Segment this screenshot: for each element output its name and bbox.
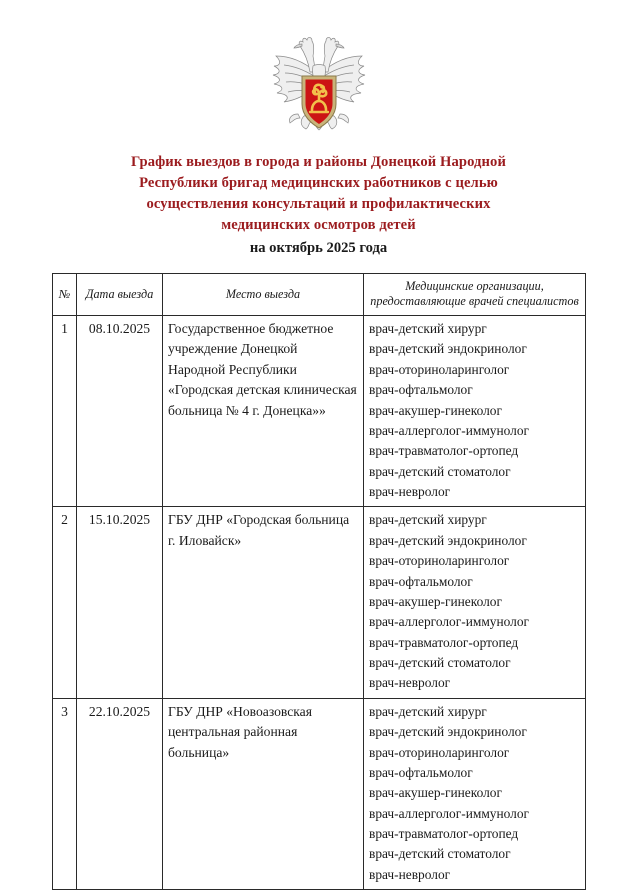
specialist-item: врач-аллерголог-иммунолог [369,805,530,821]
page-title-line-3: осуществления консультаций и профилактических [146,196,491,213]
schedule-table-container [0,273,637,890]
document-title-block [0,152,637,259]
specialist-item: врач-акушер-гинеколог [369,785,502,801]
column-header-number: № [53,273,77,315]
specialist-item: врач-детский хирург [369,321,487,336]
cell-visit-date: 08.10.2025 [77,316,163,507]
page-title-line-4: медицинских осмотров детей [221,217,416,234]
cell-row-number: 1 [53,316,77,507]
table-row [53,316,586,507]
cell-visit-place: ГБУ ДНР «Городская больница г. Иловайск» [163,507,364,698]
cell-row-number: 2 [53,507,77,698]
cell-visit-place: ГБУ ДНР «Новоазовская центральная районная больница» [163,698,364,889]
cell-specialists-list [364,698,586,889]
page-title-line-2: Республики бригад медицинских работников с целью [139,175,498,192]
specialist-item: врач-аллерголог-иммунолог [369,614,530,630]
column-header-place: Место выезда [163,273,364,315]
table-header-row [53,273,586,315]
specialist-item: врач-травматолог-ортопед [369,634,519,650]
page-subtitle: на октябрь 2025 года [249,239,388,256]
specialist-item: врач-детский хирург [369,512,487,528]
page-title [56,152,581,237]
dnr-medical-emblem-icon [258,32,380,140]
cell-visit-date: 22.10.2025 [77,698,163,889]
schedule-table [52,273,586,890]
cell-row-number: 3 [53,698,77,889]
column-header-date: Дата выезда [77,273,163,315]
column-header-organizations [364,273,586,315]
column-header-organizations-line1: Медицинские организации, [405,278,544,293]
emblem-container [0,0,637,140]
specialist-item: врач-офтальмолог [369,764,473,780]
specialist-item: врач-детский стоматолог [369,846,511,862]
cell-visit-date: 15.10.2025 [77,507,163,698]
specialist-item: врач-невролог [369,866,451,882]
specialist-item: врач-детский эндокринолог [369,341,527,357]
specialist-item: врач-акушер-гинеколог [369,593,502,609]
specialist-item: врач-аллерголог-иммунолог [369,422,530,438]
specialist-item: врач-детский хирург [369,703,487,719]
specialist-item: врач-оториноларинголог [369,744,510,760]
cell-specialists-list [364,507,586,698]
specialist-item: врач-детский эндокринолог [369,532,527,548]
specialist-item: врач-офтальмолог [369,382,473,398]
specialist-item: врач-оториноларинголог [369,361,510,377]
specialist-item: врач-невролог [369,484,451,499]
specialist-item: врач-детский стоматолог [369,463,511,479]
table-row [53,507,586,698]
specialist-item: врач-невролог [369,675,451,691]
cell-specialists-list [364,316,586,507]
table-row [53,698,586,889]
column-header-organizations-line2: предоставляющие врачей специалистов [370,294,579,309]
specialist-item: врач-травматолог-ортопед [369,443,519,459]
specialist-item: врач-оториноларинголог [369,553,510,569]
specialist-item: врач-детский стоматолог [369,655,511,670]
specialist-item: врач-офтальмолог [369,573,473,589]
specialist-item: врач-травматолог-ортопед [369,826,519,841]
specialist-item: врач-акушер-гинеколог [369,402,502,418]
specialist-item: врач-детский эндокринолог [369,724,527,740]
cell-visit-place: Государственное бюджетное учреждение Донецкой Народной Республики «Городская детская клиническая больница № 4 г. Донецка»» [163,316,364,507]
page-title-line-1: График выездов в города и районы Донецкой Народной [131,154,506,170]
